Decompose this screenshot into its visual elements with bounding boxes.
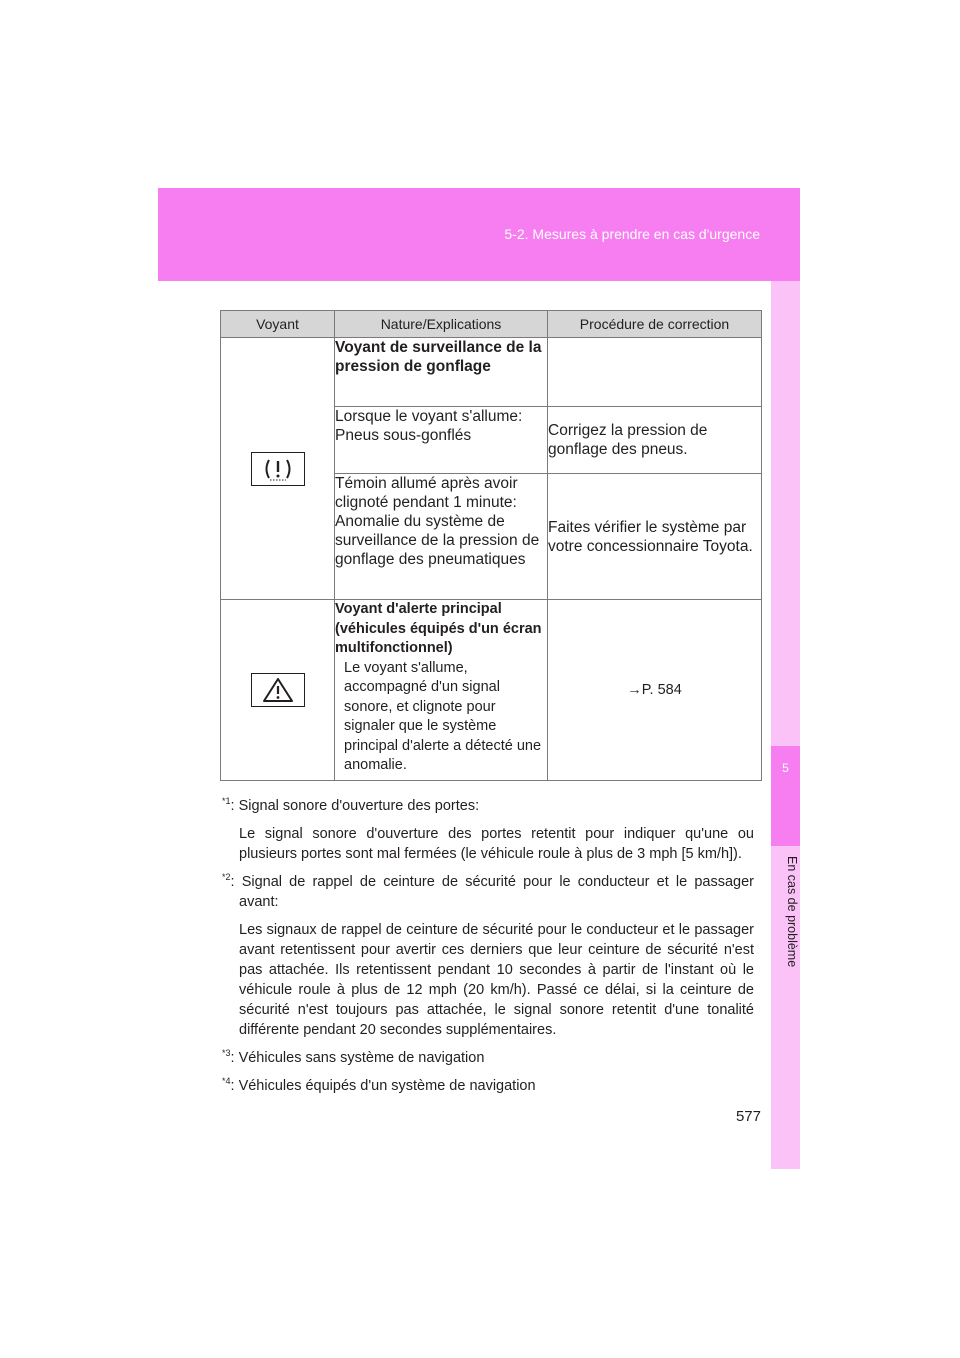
- table-header-row: [221, 311, 762, 338]
- explanation-cause: Anomalie du système de surveillance de la pression de gonflage des pneumatiques: [335, 513, 540, 568]
- footnotes: [222, 796, 754, 1104]
- column-header-procedure: Procédure de correction: [548, 311, 762, 338]
- footnote: [222, 872, 754, 1040]
- master-warning-icon-cell: [221, 600, 335, 781]
- footnote: [222, 1076, 754, 1096]
- footnote-title: : Véhicules sans système de navigation: [230, 1050, 485, 1066]
- column-header-voyant: Voyant: [221, 311, 335, 338]
- table-row: [221, 338, 762, 407]
- footnote-mark: *4: [222, 1076, 231, 1086]
- column-header-nature: Nature/Explications: [335, 311, 548, 338]
- section-title: 5-2. Mesures à prendre en cas d'urgence: [504, 226, 760, 242]
- explanation-condition: Témoin allumé après avoir clignoté pendant 1 minute:: [335, 475, 518, 511]
- tire-pressure-title: Voyant de surveillance de la pression de gonflage: [335, 338, 548, 407]
- footnote-title: : Véhicules équipés d'un système de navigation: [230, 1078, 536, 1094]
- footnote: [222, 796, 754, 864]
- chapter-number: 5: [782, 761, 789, 775]
- correction-cell: Faites vérifier le système par votre concessionnaire Toyota.: [548, 474, 762, 600]
- master-warning-triangle-icon: [251, 673, 305, 707]
- footnote-mark: *3: [222, 1048, 231, 1058]
- tire-pressure-warning-icon: [251, 452, 305, 486]
- page-reference-link[interactable]: →P. 584: [548, 600, 762, 781]
- chapter-header-band: [158, 188, 800, 281]
- footnote-body: Les signaux de rappel de ceinture de sécurité pour le conducteur et le passager avant retentissent pour avertir ces derniers que leur ceinture de sécurité n'est pas attachée. Ils retentissent pendant 10 secondes à partir de l'instant où le véhicule roule à plus de 12 mph (20 km/h). Passé ce délai, si la ceinture de sécurité n'est toujours pas attachée, le signal sonore retentit d'une tonalité différente pendant 20 secondes supplémentaires.: [239, 922, 754, 1038]
- explanation-cell: [335, 474, 548, 600]
- master-warning-explanation: Le voyant s'allume, accompagné d'un signal sonore, et clignote pour signaler que le système principal d'alerte a détecté une anomalie.: [344, 659, 542, 773]
- footnote-title: : Signal sonore d'ouverture des portes:: [230, 798, 480, 814]
- master-warning-title: Voyant d'alerte principal (véhicules équipés d'un écran multifonctionnel): [335, 601, 542, 656]
- explanation-condition: Lorsque le voyant s'allume:: [335, 408, 523, 425]
- master-warning-explanation-cell: [335, 600, 548, 781]
- chapter-label: En cas de problème: [785, 856, 799, 968]
- footnote-mark: *2: [222, 872, 231, 882]
- footnote-body: Le signal sonore d'ouverture des portes retentit pour indiquer qu'une ou plusieurs portes sont mal fermées (le véhicule roule à plus de 3 mph [5 km/h]).: [239, 826, 754, 862]
- tire-pressure-icon-cell: [221, 338, 335, 600]
- table-row: [221, 600, 762, 781]
- footnote-title: : Signal de rappel de ceinture de sécurité pour le conducteur et le passager avant:: [230, 874, 754, 910]
- footnote: [222, 1048, 754, 1068]
- explanation-cause: Pneus sous-gonflés: [335, 427, 472, 444]
- page-number: 577: [735, 1108, 761, 1125]
- empty-cell: [548, 338, 762, 407]
- footnote-mark: *1: [222, 796, 231, 806]
- warning-lights-table: [220, 310, 762, 781]
- correction-cell: Corrigez la pression de gonflage des pneus.: [548, 407, 762, 474]
- explanation-cell: [335, 407, 548, 474]
- chapter-side-tab[interactable]: [771, 281, 800, 1169]
